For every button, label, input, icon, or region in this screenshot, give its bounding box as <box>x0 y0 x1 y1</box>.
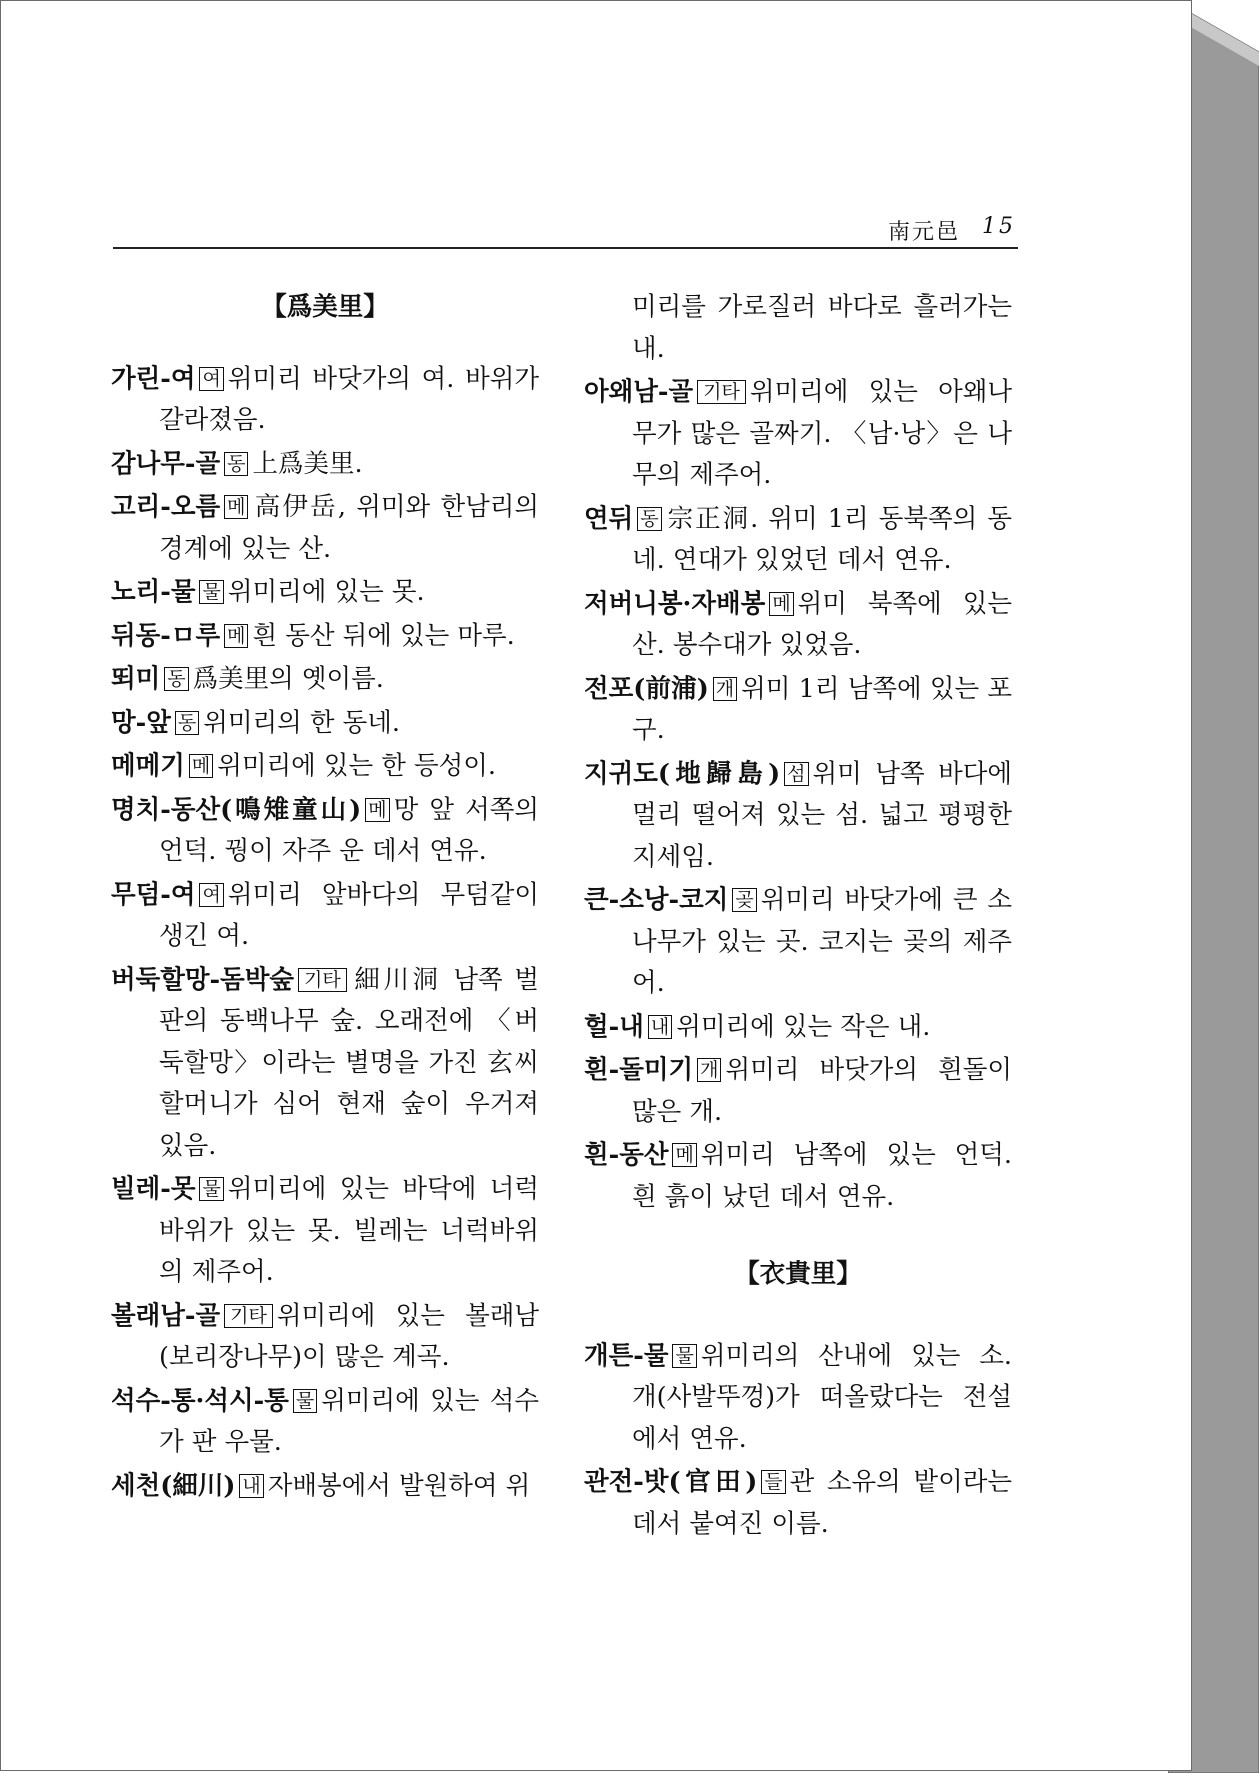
entry-term: 뒤동-ㅁ루 <box>111 620 221 651</box>
dictionary-entry <box>584 1336 1012 1461</box>
entry-term: 망-앞 <box>111 707 171 738</box>
entry-term: 지귀도(地歸島) <box>584 758 781 789</box>
dictionary-entry <box>111 790 539 873</box>
entry-definition: 위미리에 있는 바닥에 너럭바위가 있는 못. 빌레는 너럭바위의 제주어. <box>159 1174 539 1287</box>
section-title-wimi: 【爲美里】 <box>261 292 389 322</box>
entry-term: 감나무-골 <box>111 448 221 479</box>
category-badge: 메 <box>769 592 793 616</box>
category-badge: 메 <box>224 495 248 519</box>
entry-definition: 위미리 바닷가의 여. 바위가 갈라졌음. <box>159 363 539 435</box>
category-badge: 기타 <box>298 968 347 992</box>
dictionary-entry <box>111 960 539 1168</box>
dictionary-entry <box>584 1050 1012 1133</box>
entry-term: 개튼-물 <box>584 1340 669 1371</box>
category-badge: 여 <box>199 367 223 391</box>
entry-definition: 高伊岳, 위미와 한남리의 경계에 있는 산. <box>159 492 539 564</box>
dictionary-entry <box>111 1169 539 1294</box>
category-badge: 메 <box>365 798 389 822</box>
entry-term: 메메기 <box>111 751 185 781</box>
dictionary-entry <box>111 659 539 701</box>
entry-definition: 細川洞 남쪽 벌판의 동백나무 숲. 오래전에 〈버둑할망〉이라는 별명을 가진 玄씨 할머니가 심어 현재 숲이 우거져 있음. <box>159 964 539 1161</box>
category-badge: 동 <box>637 507 661 531</box>
entry-term: 무덤-여 <box>111 879 196 910</box>
entry-term: 흰-돌미기 <box>584 1055 694 1085</box>
entry-definition: 자배봉에서 발원하여 위 <box>267 1470 531 1501</box>
entry-definition: 위미리에 있는 석수가 판 우물. <box>159 1385 539 1457</box>
entry-definition: 宗正洞. 위미 1리 동북쪽의 동네. 연대가 있었던 데서 연유. <box>632 503 1012 575</box>
entry-term: 큰-소낭-코지 <box>584 885 729 915</box>
dictionary-entry <box>111 359 539 442</box>
dictionary-entry <box>111 1466 539 1508</box>
dictionary-entry <box>584 1135 1012 1218</box>
entry-definition: 관 소유의 밭이라는 데서 붙여진 이름. <box>632 1467 1012 1539</box>
category-badge: 메 <box>189 754 213 778</box>
category-badge: 내 <box>648 1015 672 1039</box>
entry-term: 아왜남-골 <box>584 377 694 407</box>
dictionary-entry <box>111 1296 539 1379</box>
entry-term: 명치-동산(鳴雉童山) <box>111 794 362 825</box>
dictionary-entry <box>584 1462 1012 1545</box>
entry-definition: 위미리 바닷가에 큰 소나무가 있는 곳. 코지는 곶의 제주어. <box>632 885 1012 998</box>
entry-definition: 上爲美里. <box>252 448 363 479</box>
entry-definition: 위미리 남쪽에 있는 언덕. 흰 흙이 났던 데서 연유. <box>632 1140 1012 1212</box>
entry-definition: 위미리에 있는 볼래남(보리장나무)이 많은 계곡. <box>159 1300 539 1372</box>
entry-term: 고리-오름 <box>111 492 221 522</box>
entry-definition: 위미리 바닷가의 흰돌이 많은 개. <box>632 1055 1012 1127</box>
entry-term: 흰-동산 <box>584 1140 669 1170</box>
entry-term: 노리-물 <box>111 577 196 607</box>
entry-term: 전포(前浦) <box>584 673 709 704</box>
category-badge: 섬 <box>784 762 808 786</box>
category-badge: 동 <box>164 667 188 691</box>
dictionary-entry <box>584 1007 1012 1049</box>
category-badge: 개 <box>713 677 737 701</box>
entry-definition: 爲美里의 옛이름. <box>192 664 384 694</box>
entry-definition: 위미리 앞바다의 무덤같이 생긴 여. <box>159 879 539 951</box>
dictionary-entry <box>111 1381 539 1464</box>
category-badge: 동 <box>175 711 199 735</box>
category-badge: 물 <box>199 1177 223 1201</box>
section-title-uigwi: 【衣貴里】 <box>734 1259 862 1289</box>
dictionary-entry <box>111 703 539 745</box>
category-badge: 곶 <box>732 888 756 912</box>
entry-term: 가린-여 <box>111 363 196 394</box>
entry-definition: 위미리의 한 동네. <box>203 707 400 738</box>
category-badge: 내 <box>239 1474 263 1498</box>
entry-term: 볼래남-골 <box>111 1300 221 1331</box>
entry-definition: 위미리에 있는 작은 내. <box>676 1011 931 1042</box>
entry-definition: 위미리의 산내에 있는 소. 개(사발뚜껑)가 떠올랐다는 전설에서 연유. <box>632 1340 1012 1454</box>
entry-definition: 위미 북쪽에 있는 산. 봉수대가 있었음. <box>632 588 1012 660</box>
category-badge: 기타 <box>224 1304 273 1328</box>
dictionary-entry <box>111 572 539 614</box>
dictionary-entry <box>111 746 539 788</box>
entry-definition: 위미 1리 남쪽에 있는 포구. <box>632 673 1012 745</box>
entry-term: 세천(細川) <box>111 1470 236 1501</box>
dictionary-entry <box>584 880 1012 1005</box>
dictionary-entry <box>111 444 539 486</box>
entry-definition: 위미리에 있는 못. <box>227 577 425 607</box>
dictionary-entry <box>584 372 1012 497</box>
category-badge: 들 <box>761 1470 785 1494</box>
entry-term: 헐-내 <box>584 1011 644 1042</box>
entry-definition: 망 앞 서쪽의 언덕. 꿩이 자주 운 데서 연유. <box>159 794 539 866</box>
category-badge: 메 <box>672 1143 696 1167</box>
category-badge: 물 <box>293 1389 317 1413</box>
entry-term: 저버니봉·자배봉 <box>584 588 766 619</box>
dictionary-entry <box>584 754 1012 879</box>
dictionary-entry <box>111 875 539 958</box>
entry-term: 빌레-못 <box>111 1174 196 1204</box>
category-badge: 물 <box>199 580 223 604</box>
category-badge: 기타 <box>697 380 746 404</box>
page-number: 15 <box>982 214 1016 239</box>
dictionary-entry <box>584 669 1012 752</box>
entry-definition: 위미 남쪽 바다에 멀리 떨어져 있는 섬. 넓고 평평한 지세임. <box>632 758 1012 872</box>
entry-continuation: 미리를 가로질러 바다로 흘러가는 내. <box>632 292 1012 364</box>
dictionary-entry <box>584 584 1012 667</box>
right-column <box>584 287 1012 1547</box>
dictionary-entry <box>111 616 539 658</box>
category-badge: 동 <box>224 452 248 476</box>
entry-term: 석수-통·석시-통 <box>111 1385 289 1416</box>
entry-term: 뙤미 <box>111 664 161 694</box>
dictionary-entry <box>584 499 1012 582</box>
entry-definition: 위미리에 있는 한 등성이. <box>217 751 497 781</box>
entry-term: 버둑할망-돔박숲 <box>111 964 295 995</box>
entry-definition: 흰 동산 뒤에 있는 마루. <box>252 620 515 651</box>
category-badge: 여 <box>199 883 223 907</box>
entry-term: 관전-밧(官田) <box>584 1467 758 1497</box>
left-column <box>111 287 539 1509</box>
dictionary-entry <box>111 487 539 570</box>
category-badge: 개 <box>697 1058 721 1082</box>
entry-term: 연뒤 <box>584 503 634 534</box>
header-title: 南元邑 <box>887 220 960 245</box>
running-header <box>113 211 1018 249</box>
category-badge: 메 <box>224 624 248 648</box>
category-badge: 물 <box>672 1344 696 1368</box>
entry-definition: 위미리에 있는 아왜나무가 많은 골짜기. 〈남·낭〉은 나무의 제주어. <box>632 377 1012 490</box>
